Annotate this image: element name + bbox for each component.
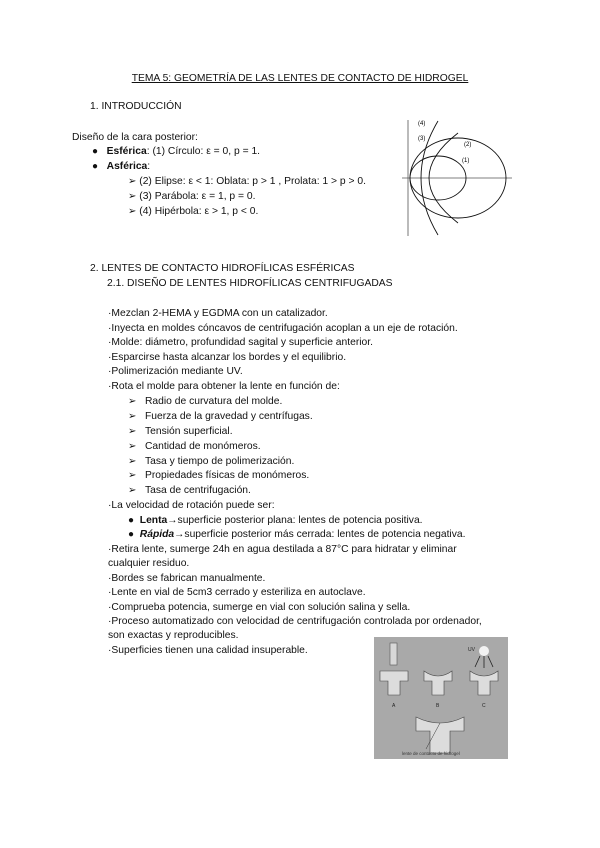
bullet-esferica: ● Esférica: (1) Círculo: ε = 0, p = 1. (92, 146, 261, 157)
factor-item: ➢ Tensión superficial. (128, 426, 233, 437)
label-hyperbola: (4) (418, 121, 426, 127)
paragraph-molde: ·Molde: diámetro, profundidad sagital y superficie anterior. (108, 337, 373, 348)
factor-item: ➢ Fuerza de la gravedad y centrífugas. (128, 411, 313, 422)
label-a: A (392, 703, 396, 709)
label-parabola: (3) (418, 136, 426, 142)
factor-item: ➢ Propiedades físicas de monómeros. (128, 470, 310, 481)
factor-item: ➢ Radio de curvatura del molde. (128, 396, 283, 407)
conic-sections-figure (400, 118, 515, 240)
uv-lamp-icon (479, 646, 489, 656)
paragraph-vial: ·Lente en vial de 5cm3 cerrado y esteriliza en autoclave. (108, 587, 366, 598)
bullet-dot: ● (92, 161, 99, 172)
arrow-bullet-icon: ➢ (128, 176, 137, 187)
arrow-bullet-icon: ➢ (128, 411, 137, 422)
paragraph-retira-1: ·Retira lente, sumerge 24h en agua destilada a 87°C para hidratar y eliminar (108, 544, 457, 555)
paragraph-inyecta: ·Inyecta en moldes cóncavos de centrifugación acoplan a un eje de rotación. (108, 323, 458, 334)
photo-caption: lente de contacto de hidrogel (402, 751, 460, 756)
paragraph-retira-2: cualquier residuo. (108, 558, 190, 569)
nozzle-shape (390, 643, 397, 665)
paragraph-automatizado-2: son exactas y reproducibles. (108, 630, 239, 641)
section-2-heading: 2. LENTES DE CONTACTO HIDROFÍLICAS ESFÉRICAS (90, 263, 355, 274)
section-1-intro: Diseño de la cara posterior: (72, 132, 198, 143)
paragraph-rota: ·Rota el molde para obtener la lente en función de: (108, 381, 340, 392)
factor-item: ➢ Tasa de centrifugación. (128, 485, 251, 496)
label-b: B (436, 703, 440, 709)
page-title: TEMA 5: GEOMETRÍA DE LAS LENTES DE CONTACTO DE HIDROGEL (131, 73, 469, 84)
paragraph-polimerizacion: ·Polimerización mediante UV. (108, 366, 243, 377)
spin-casting-photo (374, 637, 508, 759)
bullet-dot: ● (92, 146, 99, 157)
arrow-bullet-icon: ➢ (128, 470, 137, 481)
label-c: C (482, 703, 486, 709)
uv-label: UV (468, 647, 475, 653)
arrow-bullet-icon: ➢ (128, 396, 137, 407)
paragraph-mezclan: ·Mezclan 2-HEMA y EGDMA con un catalizador. (108, 308, 328, 319)
section-1-heading: 1. INTRODUCCIÓN (90, 101, 182, 112)
paragraph-superficies: ·Superficies tienen una calidad insuperable. (108, 645, 308, 656)
arrow-bullet-icon: ➢ (128, 441, 137, 452)
label-circle: (1) (462, 158, 470, 164)
paragraph-comprueba: ·Comprueba potencia, sumerge en vial con solución salina y sella. (108, 602, 411, 613)
arrow-bullet-icon: ➢ (128, 456, 137, 467)
factor-item: ➢ Cantidad de monómeros. (128, 441, 261, 452)
section-2-1-heading: 2.1. DISEÑO DE LENTES HIDROFÍLICAS CENTRIFUGADAS (107, 278, 393, 289)
arrow-bullet-icon: ➢ (128, 426, 137, 437)
bullet-asferica: ● Asférica: (92, 161, 151, 172)
factor-item: ➢ Tasa y tiempo de polimerización. (128, 456, 295, 467)
paragraph-esparcirse: ·Esparcirse hasta alcanzar los bordes y el equilibrio. (108, 352, 347, 363)
bullet-dot: ● (128, 529, 135, 540)
paragraph-velocidad: ·La velocidad de rotación puede ser: (108, 500, 275, 511)
bullet-lenta: ● Lenta→superficie posterior plana: lentes de potencia positiva. (128, 515, 423, 526)
paragraph-bordes: ·Bordes se fabrican manualmente. (108, 573, 266, 584)
paragraph-automatizado-1: ·Proceso automatizado con velocidad de centrifugación controlada por ordenador, (108, 616, 482, 627)
label-ellipse: (2) (464, 142, 472, 148)
sub-elipse: ➢ (2) Elipse: ε < 1: Oblata: p > 1 , Prolata: 1 > p > 0. (128, 176, 366, 187)
arrow-bullet-icon: ➢ (128, 206, 137, 217)
arrow-bullet-icon: ➢ (128, 191, 137, 202)
sub-hiperbola: ➢ (4) Hipérbola: ε > 1, p < 0. (128, 206, 259, 217)
arrow-bullet-icon: ➢ (128, 485, 137, 496)
bullet-rapida: ● Rápida→superficie posterior más cerrada: lentes de potencia negativa. (128, 529, 466, 540)
bullet-dot: ● (128, 515, 135, 526)
sub-parabola: ➢ (3) Parábola: ε = 1, p = 0. (128, 191, 256, 202)
